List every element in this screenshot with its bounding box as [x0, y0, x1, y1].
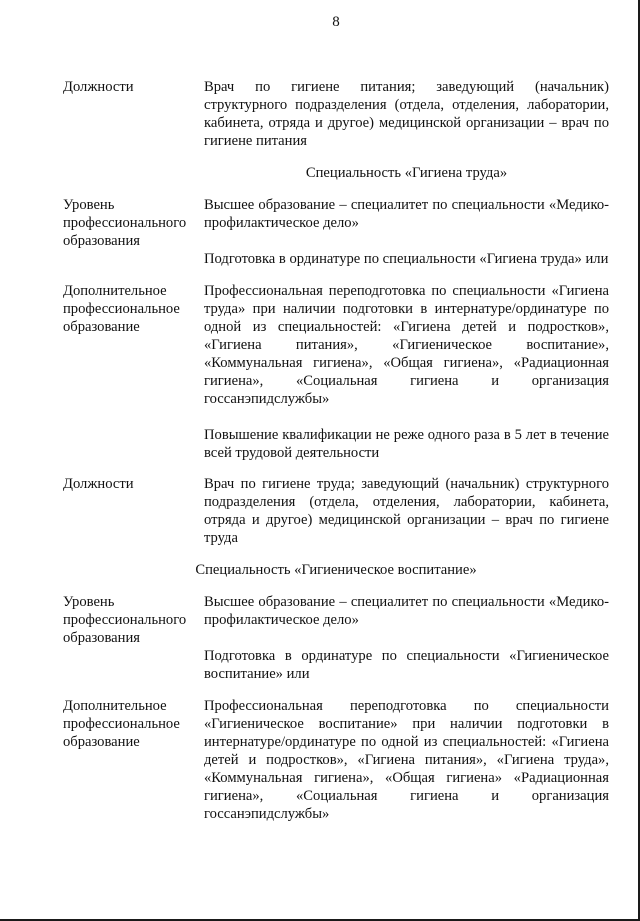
- positions-label: Должности: [63, 79, 134, 95]
- education-text: Высшее образование – специалитет по специальности «Медико-профилактическое дело»: [204, 594, 609, 628]
- page-number: 8: [332, 14, 340, 30]
- education-text: Высшее образование – специалитет по специальности «Медико-профилактическое дело»: [204, 197, 609, 231]
- education-label: Уровень профессионального образования: [63, 197, 187, 249]
- document-body: [63, 78, 609, 823]
- additional-education-label: Дополнительное профессиональное образование: [63, 283, 180, 335]
- additional-education-cell: [204, 282, 609, 462]
- additional-education-cell: [204, 697, 609, 823]
- education-label: Уровень профессионального образования: [63, 594, 187, 646]
- positions-text: Врач по гигиене питания; заведующий (начальник) структурного подразделения (отдела, отделения, лаборатории, кабинета, отряда и другое) медицинской организации – врач по гигиене питания: [204, 79, 609, 149]
- retraining-text: Профессиональная переподготовка по специальности «Гигиена труда» при наличии подготовки в интернатуре/ординатуре по одной из специальностей: «Гигиена детей и подростков», «Гигиена питания», «Гигиеническое воспитание», «Коммунальная гигиена», «Общая гигиена», «Радиационная гигиена», «Социальная гигиена и организация госсанэпидслужбы»: [204, 283, 609, 407]
- education-row-hygienic-education: [63, 593, 609, 683]
- positions-row-hygiene-nutrition: [63, 78, 609, 150]
- additional-education-row-hygienic-education: [63, 697, 609, 823]
- positions-cell: [204, 475, 609, 547]
- positions-cell: [204, 78, 609, 150]
- positions-label: Должности: [63, 476, 134, 492]
- qualification-text: Повышение квалификации не реже одного раза в 5 лет в течение всей трудовой деятельности: [204, 427, 609, 461]
- additional-education-label: Дополнительное профессиональное образование: [63, 698, 180, 750]
- specialty-heading-labor-hygiene: Специальность «Гигиена труда»: [305, 165, 508, 181]
- education-cell: [204, 196, 609, 268]
- positions-row-labor-hygiene: [63, 475, 609, 547]
- residency-text: Подготовка в ординатуре по специальности «Гигиеническое воспитание» или: [204, 648, 609, 682]
- education-row-labor-hygiene: [63, 196, 609, 268]
- retraining-text: Профессиональная переподготовка по специальности «Гигиеническое воспитание» при наличии подготовки в интернатуре/ординатуре по одной из специальностей: «Гигиена детей и подростков», «Гигиена питания», «Гигиена труда», «Коммунальная гигиена», «Общая гигиена» «Радиационная гигиена», «Социальная гигиена и организация госсанэпидслужбы»: [204, 698, 609, 822]
- residency-text: Подготовка в ординатуре по специальности «Гигиена труда» или: [204, 251, 609, 267]
- education-cell: [204, 593, 609, 683]
- additional-education-row-labor-hygiene: [63, 282, 609, 462]
- specialty-heading-hygienic-education: Специальность «Гигиеническое воспитание»: [195, 562, 477, 578]
- positions-text: Врач по гигиене труда; заведующий (начальник) структурного подразделения (отдела, отделения, лаборатории, кабинета, отряда и другое) медицинской организации – врач по гигиене труда: [204, 476, 609, 546]
